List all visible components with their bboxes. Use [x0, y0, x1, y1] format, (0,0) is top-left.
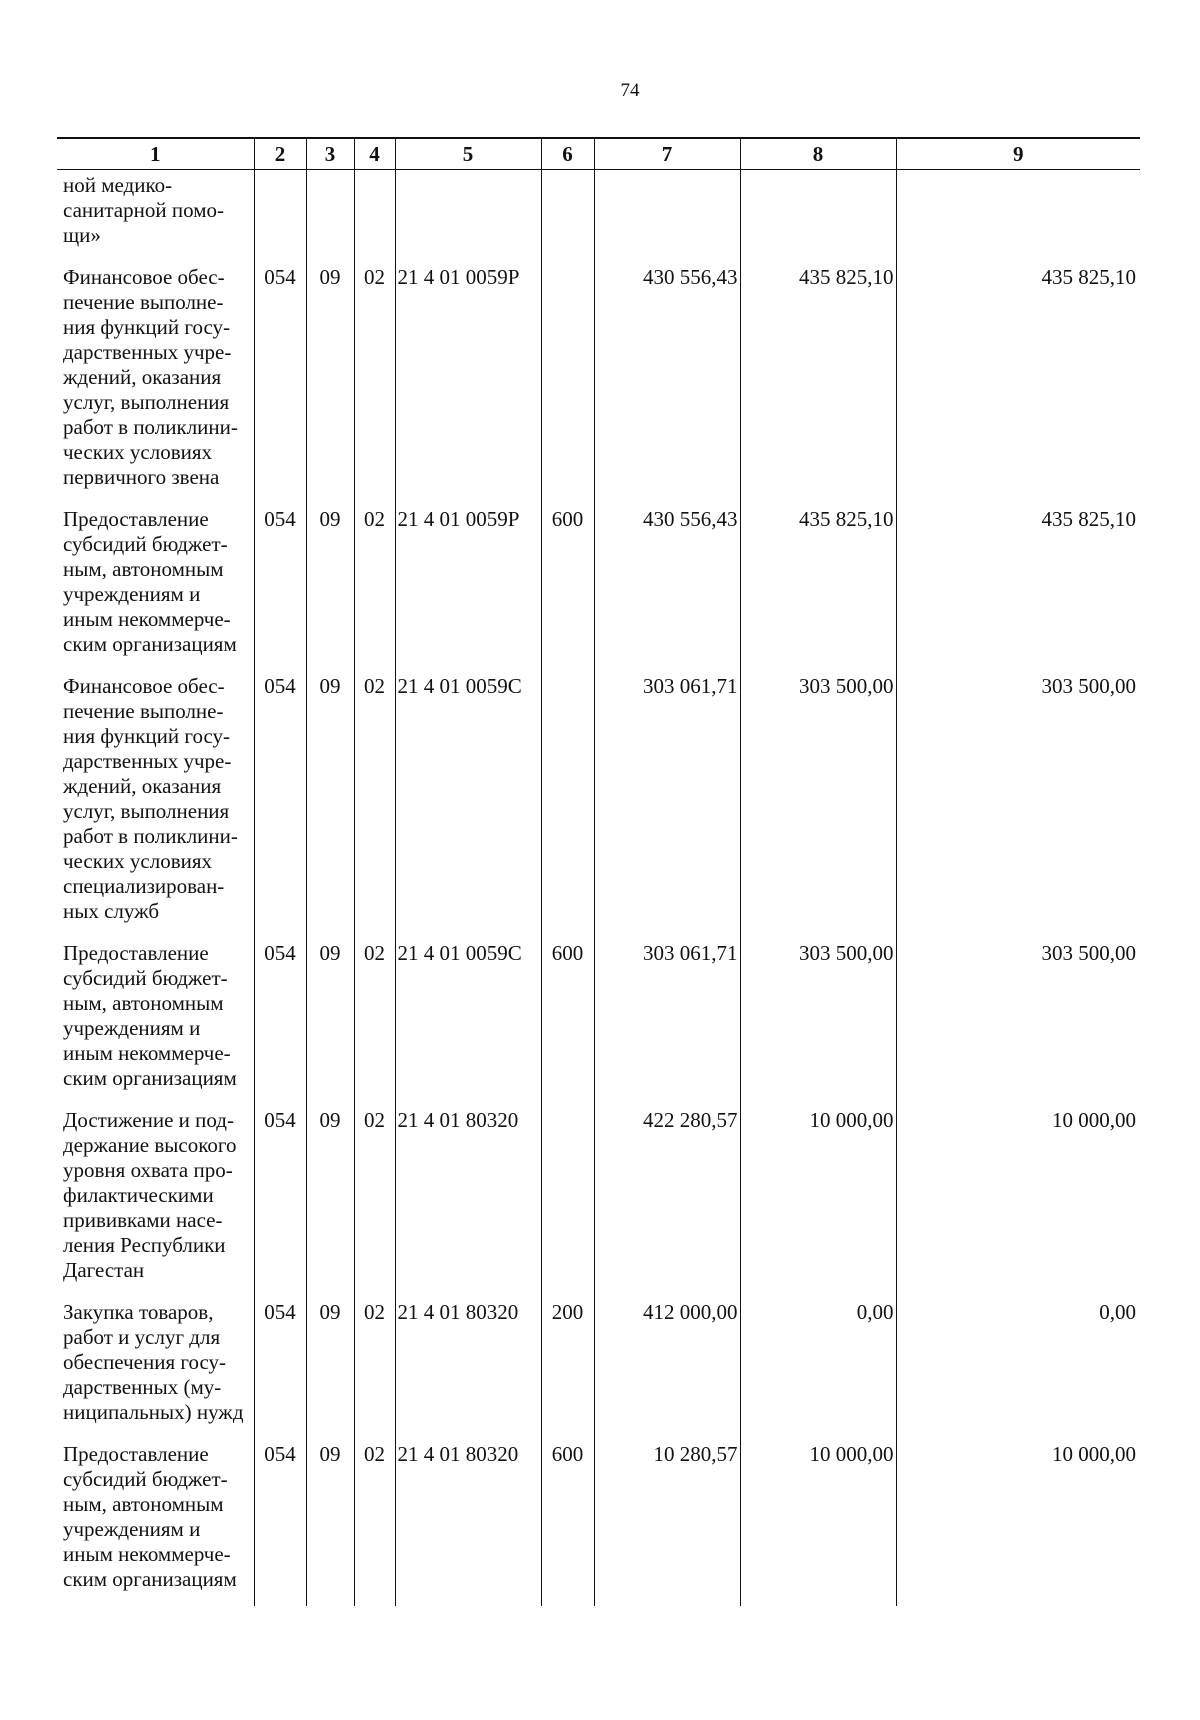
subsection-code — [354, 170, 395, 263]
amount-col-8: 435 825,10 — [740, 262, 896, 504]
section-code: 09 — [306, 671, 354, 938]
amount-col-9: 303 500,00 — [896, 671, 1140, 938]
item-name: Достижение и под- держание высокого уровня охвата про- филактическими прививками насе- ления Республики Дагестан — [63, 1108, 237, 1282]
table-row — [57, 170, 1140, 263]
item-name: Предоставление субсидий бюджет- ным, автономным учреждениям и иным некоммерче- ским организациям — [63, 1442, 237, 1591]
expense-type-code — [541, 262, 594, 504]
amount-col-9: 10 000,00 — [896, 1105, 1140, 1297]
amount-col-8: 435 825,10 — [740, 504, 896, 671]
ministry-code: 054 — [254, 671, 306, 938]
ministry-code: 054 — [254, 1439, 306, 1606]
amount-col-9: 435 825,10 — [896, 504, 1140, 671]
expense-type-code: 600 — [541, 504, 594, 671]
amount-col-8: 10 000,00 — [740, 1105, 896, 1297]
ministry-code: 054 — [254, 1105, 306, 1297]
amount-col-9: 0,00 — [896, 1297, 1140, 1439]
item-name: ной медико- санитарной помо- щи» — [63, 173, 224, 247]
table-row — [57, 504, 1140, 671]
section-code — [306, 170, 354, 263]
table-row — [57, 671, 1140, 938]
table-header-row — [57, 138, 1140, 170]
amount-col-9: 303 500,00 — [896, 938, 1140, 1105]
page-number: 74 — [620, 80, 640, 101]
amount-col-7: 430 556,43 — [594, 262, 740, 504]
header-col-5: 5 — [395, 138, 541, 170]
expense-type-code: 200 — [541, 1297, 594, 1439]
target-article-code: 21 4 01 0059P — [395, 262, 541, 504]
section-code: 09 — [306, 1105, 354, 1297]
header-col-4: 4 — [354, 138, 395, 170]
amount-col-8: 10 000,00 — [740, 1439, 896, 1606]
item-name: Финансовое обес- печение выполне- ния функций госу- дарственных учре- ждений, оказания услуг, выполнения работ в поликлини- ческих условиях специализирован- ных служб — [63, 674, 238, 923]
header-col-3: 3 — [306, 138, 354, 170]
expense-type-code: 600 — [541, 1439, 594, 1606]
header-col-9: 9 — [896, 138, 1140, 170]
section-code: 09 — [306, 1439, 354, 1606]
ministry-code: 054 — [254, 262, 306, 504]
item-name: Закупка товаров, работ и услуг для обеспечения госу- дарственных (му- ниципальных) нужд — [63, 1300, 244, 1424]
section-code: 09 — [306, 262, 354, 504]
header-col-2: 2 — [254, 138, 306, 170]
expense-type-code — [541, 671, 594, 938]
ministry-code: 054 — [254, 1297, 306, 1439]
amount-col-8: 0,00 — [740, 1297, 896, 1439]
target-article-code: 21 4 01 0059P — [395, 504, 541, 671]
subsection-code: 02 — [354, 1439, 395, 1606]
item-name: Предоставление субсидий бюджет- ным, автономным учреждениям и иным некоммерче- ским организациям — [63, 941, 237, 1090]
amount-col-9 — [896, 170, 1140, 263]
target-article-code: 21 4 01 80320 — [395, 1439, 541, 1606]
subsection-code: 02 — [354, 671, 395, 938]
target-article-code: 21 4 01 80320 — [395, 1105, 541, 1297]
ministry-code — [254, 170, 306, 263]
expense-type-code: 600 — [541, 938, 594, 1105]
header-col-8: 8 — [740, 138, 896, 170]
subsection-code: 02 — [354, 1105, 395, 1297]
header-col-6: 6 — [541, 138, 594, 170]
table-body — [57, 170, 1140, 1607]
amount-col-7: 430 556,43 — [594, 504, 740, 671]
amount-col-9: 10 000,00 — [896, 1439, 1140, 1606]
budget-table — [57, 137, 1140, 1606]
expense-type-code — [541, 1105, 594, 1297]
subsection-code: 02 — [354, 938, 395, 1105]
table-row — [57, 1105, 1140, 1297]
amount-col-9: 435 825,10 — [896, 262, 1140, 504]
subsection-code: 02 — [354, 262, 395, 504]
amount-col-7: 412 000,00 — [594, 1297, 740, 1439]
target-article-code — [395, 170, 541, 263]
table-row — [57, 1297, 1140, 1439]
subsection-code: 02 — [354, 1297, 395, 1439]
target-article-code: 21 4 01 0059C — [395, 671, 541, 938]
section-code: 09 — [306, 938, 354, 1105]
item-name: Предоставление субсидий бюджет- ным, автономным учреждениям и иным некоммерче- ским организациям — [63, 507, 237, 656]
target-article-code: 21 4 01 0059C — [395, 938, 541, 1105]
table-row — [57, 1439, 1140, 1606]
amount-col-7 — [594, 170, 740, 263]
amount-col-7: 303 061,71 — [594, 671, 740, 938]
section-code: 09 — [306, 504, 354, 671]
amount-col-8: 303 500,00 — [740, 938, 896, 1105]
item-name: Финансовое обес- печение выполне- ния функций госу- дарственных учре- ждений, оказания услуг, выполнения работ в поликлини- ческих условиях первичного звена — [63, 265, 238, 489]
amount-col-7: 10 280,57 — [594, 1439, 740, 1606]
header-col-7: 7 — [594, 138, 740, 170]
table-row — [57, 262, 1140, 504]
amount-col-7: 422 280,57 — [594, 1105, 740, 1297]
target-article-code: 21 4 01 80320 — [395, 1297, 541, 1439]
amount-col-7: 303 061,71 — [594, 938, 740, 1105]
header-col-1: 1 — [57, 138, 254, 170]
amount-col-8: 303 500,00 — [740, 671, 896, 938]
table-row — [57, 938, 1140, 1105]
ministry-code: 054 — [254, 504, 306, 671]
ministry-code: 054 — [254, 938, 306, 1105]
section-code: 09 — [306, 1297, 354, 1439]
subsection-code: 02 — [354, 504, 395, 671]
amount-col-8 — [740, 170, 896, 263]
expense-type-code — [541, 170, 594, 263]
